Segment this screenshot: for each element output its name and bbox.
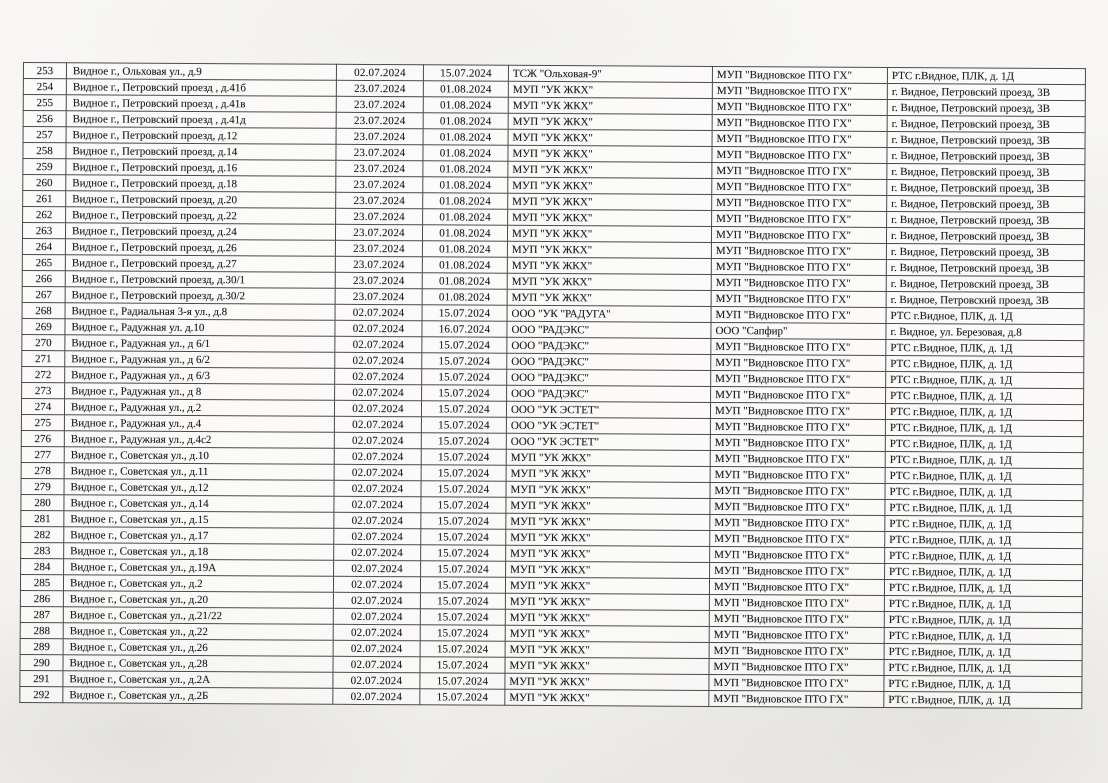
supplier-org-cell: МУП "Видновское ПТО ГХ"	[711, 258, 886, 275]
end-date-cell: 01.08.2024	[422, 289, 507, 305]
heat-source-cell: г. Видное, Петровский проезд, 3В	[887, 83, 1085, 100]
end-date-cell: 15.07.2024	[422, 385, 507, 401]
management-org-cell: МУП "УК ЖКХ"	[507, 257, 711, 274]
end-date-cell: 15.07.2024	[421, 481, 506, 497]
address-cell: Видное г., Петровский проезд , д.41д	[66, 111, 336, 129]
row-number-cell: 283	[21, 542, 64, 558]
supplier-org-cell: МУП "Видновское ПТО ГХ"	[710, 498, 885, 515]
management-org-cell: ТСЖ "Ольховая-9"	[508, 65, 712, 82]
row-number-cell: 272	[22, 366, 65, 382]
start-date-cell: 02.07.2024	[334, 400, 421, 417]
supplier-org-cell: МУП "Видновское ПТО ГХ"	[712, 194, 887, 211]
end-date-cell: 01.08.2024	[423, 193, 508, 209]
heat-source-cell: РТС г.Видное, ПЛК, д. 1Д	[884, 659, 1082, 676]
address-cell: Видное г., Радужная ул. д.10	[65, 319, 335, 337]
address-cell: Видное г., Петровский проезд, д.14	[66, 143, 336, 161]
start-date-cell: 02.07.2024	[333, 608, 420, 625]
row-number-cell: 286	[20, 590, 63, 606]
start-date-cell: 23.07.2024	[336, 112, 423, 129]
row-number-cell: 266	[22, 270, 65, 286]
start-date-cell: 02.07.2024	[334, 528, 421, 545]
row-number-cell: 269	[22, 318, 65, 334]
supplier-org-cell: МУП "Видновское ПТО ГХ"	[712, 98, 887, 115]
address-cell: Видное г., Петровский проезд, д.27	[65, 255, 335, 273]
address-cell: Видное г., Петровский проезд, д.30/2	[65, 287, 335, 305]
end-date-cell: 15.07.2024	[420, 625, 505, 641]
address-cell: Видное г., Радужная ул., д.2	[64, 399, 334, 417]
supplier-org-cell: МУП "Видновское ПТО ГХ"	[712, 114, 887, 131]
management-org-cell: ООО "РАДЭКС"	[507, 385, 711, 402]
heat-source-cell: РТС г.Видное, ПЛК, д. 1Д	[884, 611, 1082, 628]
end-date-cell: 15.07.2024	[420, 593, 505, 609]
management-org-cell: МУП "УК ЖКХ"	[506, 513, 710, 530]
management-org-cell: МУП "УК ЖКХ"	[506, 545, 710, 562]
management-org-cell: ООО "УК ЭСТЕТ"	[506, 401, 710, 418]
supplier-org-cell: МУП "Видновское ПТО ГХ"	[709, 626, 884, 643]
management-org-cell: МУП "УК ЖКХ"	[505, 609, 709, 626]
row-number-cell: 285	[20, 574, 63, 590]
table-body	[20, 63, 1086, 709]
supplier-org-cell: МУП "Видновское ПТО ГХ"	[712, 210, 887, 227]
start-date-cell: 23.07.2024	[335, 224, 422, 241]
management-org-cell: ООО "РАДЭКС"	[507, 321, 711, 338]
end-date-cell: 15.07.2024	[421, 545, 506, 561]
end-date-cell: 15.07.2024	[423, 65, 508, 81]
document-scan	[19, 62, 1086, 709]
end-date-cell: 15.07.2024	[422, 353, 507, 369]
supplier-org-cell: МУП "Видновское ПТО ГХ"	[711, 306, 886, 323]
address-cell: Видное г., Петровский проезд, д.30/1	[65, 271, 335, 289]
heat-source-cell: г. Видное, Петровский проезд, 3В	[887, 195, 1085, 212]
supplier-org-cell: МУП "Видновское ПТО ГХ"	[710, 466, 885, 483]
start-date-cell: 23.07.2024	[336, 80, 423, 97]
start-date-cell: 02.07.2024	[333, 672, 420, 689]
supplier-org-cell: МУП "Видновское ПТО ГХ"	[711, 290, 886, 307]
address-cell: Видное г., Советская ул., д.28	[63, 655, 333, 673]
management-org-cell: МУП "УК ЖКХ"	[506, 449, 710, 466]
heat-source-cell: РТС г.Видное, ПЛК, д. 1Д	[885, 419, 1083, 436]
row-number-cell: 262	[23, 207, 66, 223]
address-cell: Видное г., Советская ул., д.17	[64, 527, 334, 545]
row-number-cell: 280	[21, 494, 64, 510]
heat-source-cell: РТС г.Видное, ПЛК, д. 1Д	[885, 547, 1083, 564]
start-date-cell: 02.07.2024	[333, 688, 420, 705]
row-number-cell: 291	[20, 670, 63, 686]
heat-source-cell: РТС г.Видное, ПЛК, д. 1Д	[885, 483, 1083, 500]
row-number-cell: 282	[21, 526, 64, 542]
supplier-org-cell: МУП "Видновское ПТО ГХ"	[709, 610, 884, 627]
row-number-cell: 261	[23, 191, 66, 207]
management-org-cell: МУП "УК ЖКХ"	[508, 81, 712, 98]
management-org-cell: МУП "УК ЖКХ"	[505, 593, 709, 610]
management-org-cell: МУП "УК ЖКХ"	[508, 113, 712, 130]
supplier-org-cell: МУП "Видновское ПТО ГХ"	[710, 562, 885, 579]
row-number-cell: 277	[21, 446, 64, 462]
heat-source-cell: РТС г.Видное, ПЛК, д. 1Д	[884, 643, 1082, 660]
supplier-org-cell: МУП "Видновское ПТО ГХ"	[712, 130, 887, 147]
address-cell: Видное г., Радужная ул., д 8	[65, 383, 335, 401]
start-date-cell: 23.07.2024	[336, 176, 423, 193]
supplier-org-cell: МУП "Видновское ПТО ГХ"	[711, 226, 886, 243]
heat-source-cell: РТС г.Видное, ПЛК, д. 1Д	[885, 515, 1083, 532]
management-org-cell: МУП "УК ЖКХ"	[506, 481, 710, 498]
start-date-cell: 23.07.2024	[336, 144, 423, 161]
end-date-cell: 15.07.2024	[420, 673, 505, 689]
end-date-cell: 01.08.2024	[423, 113, 508, 129]
supplier-org-cell: МУП "Видновское ПТО ГХ"	[709, 690, 884, 707]
start-date-cell: 02.07.2024	[336, 64, 423, 81]
address-cell: Видное г., Советская ул., д.12	[64, 479, 334, 497]
end-date-cell: 15.07.2024	[421, 497, 506, 513]
heat-source-cell: г. Видное, Петровский проезд, 3В	[887, 131, 1085, 148]
end-date-cell: 15.07.2024	[421, 449, 506, 465]
start-date-cell: 02.07.2024	[335, 320, 422, 337]
end-date-cell: 15.07.2024	[422, 369, 507, 385]
start-date-cell: 02.07.2024	[334, 544, 421, 561]
address-cell: Видное г., Петровский проезд, д.16	[66, 159, 336, 177]
start-date-cell: 02.07.2024	[333, 656, 420, 673]
address-cell: Видное г., Радужная ул., д 6/1	[65, 335, 335, 353]
management-org-cell: МУП "УК ЖКХ"	[506, 561, 710, 578]
heat-source-cell: г. Видное, Петровский проезд, 3В	[886, 291, 1084, 308]
heat-source-cell: РТС г.Видное, ПЛК, д. 1Д	[886, 355, 1084, 372]
end-date-cell: 01.08.2024	[423, 97, 508, 113]
start-date-cell: 02.07.2024	[334, 560, 421, 577]
start-date-cell: 23.07.2024	[336, 208, 423, 225]
row-number-cell: 288	[20, 622, 63, 638]
end-date-cell: 15.07.2024	[420, 609, 505, 625]
start-date-cell: 02.07.2024	[333, 592, 420, 609]
end-date-cell: 01.08.2024	[423, 129, 508, 145]
address-cell: Видное г., Петровский проезд, д.26	[65, 239, 335, 257]
start-date-cell: 02.07.2024	[334, 432, 421, 449]
heat-source-cell: РТС г.Видное, ПЛК, д. 1Д	[884, 675, 1082, 692]
management-org-cell: МУП "УК ЖКХ"	[508, 193, 712, 210]
address-cell: Видное г., Советская ул., д.14	[64, 495, 334, 513]
supplier-org-cell: МУП "Видновское ПТО ГХ"	[712, 82, 887, 99]
start-date-cell: 02.07.2024	[334, 496, 421, 513]
heat-source-cell: г. Видное, Петровский проезд, 3В	[886, 275, 1084, 292]
address-cell: Видное г., Петровский проезд, д.24	[65, 223, 335, 241]
end-date-cell: 15.07.2024	[421, 561, 506, 577]
management-org-cell: МУП "УК ЖКХ"	[508, 97, 712, 114]
address-cell: Видное г., Советская ул., д.2А	[63, 671, 333, 689]
end-date-cell: 01.08.2024	[423, 161, 508, 177]
management-org-cell: МУП "УК ЖКХ"	[505, 689, 709, 706]
supplier-org-cell: МУП "Видновское ПТО ГХ"	[711, 386, 886, 403]
heat-source-cell: РТС г.Видное, ПЛК, д. 1Д	[886, 339, 1084, 356]
address-cell: Видное г., Радужная ул., д.4	[64, 415, 334, 433]
supplier-org-cell: МУП "Видновское ПТО ГХ"	[712, 178, 887, 195]
row-number-cell: 279	[21, 478, 64, 494]
address-cell: Видное г., Советская ул., д.2Б	[63, 687, 333, 705]
supplier-org-cell: МУП "Видновское ПТО ГХ"	[710, 482, 885, 499]
row-number-cell: 258	[23, 143, 66, 159]
management-org-cell: ООО "РАДЭКС"	[507, 353, 711, 370]
row-number-cell: 253	[23, 63, 66, 79]
address-cell: Видное г., Петровский проезд, д.12	[66, 127, 336, 145]
schedule-table	[19, 62, 1086, 709]
start-date-cell: 23.07.2024	[336, 192, 423, 209]
end-date-cell: 15.07.2024	[421, 401, 506, 417]
heat-source-cell: РТС г.Видное, ПЛК, д. 1Д	[886, 307, 1084, 324]
supplier-org-cell: МУП "Видновское ПТО ГХ"	[712, 66, 887, 83]
address-cell: Видное г., Советская ул., д.20	[63, 591, 333, 609]
heat-source-cell: РТС г.Видное, ПЛК, д. 1Д	[885, 499, 1083, 516]
address-cell: Видное г., Петровский проезд , д.41в	[66, 95, 336, 113]
start-date-cell: 23.07.2024	[336, 96, 423, 113]
supplier-org-cell: МУП "Видновское ПТО ГХ"	[711, 242, 886, 259]
end-date-cell: 15.07.2024	[421, 433, 506, 449]
start-date-cell: 23.07.2024	[336, 128, 423, 145]
row-number-cell: 267	[22, 286, 65, 302]
address-cell: Видное г., Советская ул., д.19А	[64, 559, 334, 577]
heat-source-cell: г. Видное, Петровский проезд, 3В	[887, 147, 1085, 164]
heat-source-cell: РТС г.Видное, ПЛК, д. 1Д	[885, 563, 1083, 580]
row-number-cell: 256	[23, 111, 66, 127]
management-org-cell: МУП "УК ЖКХ"	[508, 209, 712, 226]
management-org-cell: МУП "УК ЖКХ"	[506, 497, 710, 514]
end-date-cell: 15.07.2024	[421, 465, 506, 481]
management-org-cell: МУП "УК ЖКХ"	[505, 625, 709, 642]
row-number-cell: 284	[21, 558, 64, 574]
end-date-cell: 15.07.2024	[420, 689, 505, 705]
row-number-cell: 263	[22, 223, 65, 239]
heat-source-cell: г. Видное, Петровский проезд, 3В	[887, 179, 1085, 196]
management-org-cell: МУП "УК ЖКХ"	[508, 161, 712, 178]
address-cell: Видное г., Советская ул., д.26	[63, 639, 333, 657]
end-date-cell: 15.07.2024	[421, 513, 506, 529]
supplier-org-cell: МУП "Видновское ПТО ГХ"	[711, 354, 886, 371]
supplier-org-cell: МУП "Видновское ПТО ГХ"	[712, 146, 887, 163]
heat-source-cell: РТС г.Видное, ПЛК, д. 1Д	[887, 67, 1085, 84]
start-date-cell: 02.07.2024	[335, 384, 422, 401]
end-date-cell: 15.07.2024	[421, 529, 506, 545]
management-org-cell: ООО "РАДЭКС"	[507, 369, 711, 386]
address-cell: Видное г., Советская ул., д.18	[64, 543, 334, 561]
heat-source-cell: г. Видное, Петровский проезд, 3В	[886, 259, 1084, 276]
row-number-cell: 268	[22, 302, 65, 318]
end-date-cell: 15.07.2024	[420, 577, 505, 593]
end-date-cell: 01.08.2024	[423, 145, 508, 161]
supplier-org-cell: МУП "Видновское ПТО ГХ"	[710, 514, 885, 531]
start-date-cell: 23.07.2024	[335, 288, 422, 305]
management-org-cell: МУП "УК ЖКХ"	[508, 145, 712, 162]
row-number-cell: 287	[20, 606, 63, 622]
address-cell: Видное г., Петровский проезд, д.18	[66, 175, 336, 193]
row-number-cell: 271	[22, 350, 65, 366]
heat-source-cell: г. Видное, Петровский проезд, 3В	[887, 99, 1085, 116]
end-date-cell: 15.07.2024	[420, 657, 505, 673]
start-date-cell: 23.07.2024	[335, 256, 422, 273]
row-number-cell: 259	[23, 159, 66, 175]
address-cell: Видное г., Советская ул., д.21/22	[63, 607, 333, 625]
address-cell: Видное г., Радужная ул., д 6/2	[65, 351, 335, 369]
end-date-cell: 01.08.2024	[422, 257, 507, 273]
heat-source-cell: г. Видное, Петровский проезд, 3В	[886, 227, 1084, 244]
address-cell: Видное г., Петровский проезд, д.20	[66, 191, 336, 209]
start-date-cell: 02.07.2024	[335, 304, 422, 321]
start-date-cell: 02.07.2024	[334, 512, 421, 529]
heat-source-cell: г. Видное, Петровский проезд, 3В	[887, 115, 1085, 132]
heat-source-cell: РТС г.Видное, ПЛК, д. 1Д	[885, 531, 1083, 548]
row-number-cell: 254	[23, 79, 66, 95]
end-date-cell: 15.07.2024	[422, 337, 507, 353]
supplier-org-cell: МУП "Видновское ПТО ГХ"	[709, 578, 884, 595]
supplier-org-cell: МУП "Видновское ПТО ГХ"	[710, 450, 885, 467]
heat-source-cell: РТС г.Видное, ПЛК, д. 1Д	[884, 579, 1082, 596]
start-date-cell: 02.07.2024	[334, 464, 421, 481]
management-org-cell: МУП "УК ЖКХ"	[507, 241, 711, 258]
row-number-cell: 289	[20, 638, 63, 654]
supplier-org-cell: ООО "Сапфир"	[711, 322, 886, 339]
row-number-cell: 276	[21, 430, 64, 446]
row-number-cell: 264	[22, 238, 65, 254]
end-date-cell: 01.08.2024	[422, 241, 507, 257]
heat-source-cell: г. Видное, Петровский проезд, 3В	[886, 243, 1084, 260]
heat-source-cell: г. Видное, Петровский проезд, 3В	[887, 163, 1085, 180]
supplier-org-cell: МУП "Видновское ПТО ГХ"	[710, 402, 885, 419]
heat-source-cell: РТС г.Видное, ПЛК, д. 1Д	[886, 387, 1084, 404]
supplier-org-cell: МУП "Видновское ПТО ГХ"	[710, 530, 885, 547]
end-date-cell: 01.08.2024	[423, 177, 508, 193]
heat-source-cell: г. Видное, Петровский проезд, 3В	[887, 211, 1085, 228]
address-cell: Видное г., Советская ул., д.10	[64, 447, 334, 465]
heat-source-cell: РТС г.Видное, ПЛК, д. 1Д	[884, 691, 1082, 708]
row-number-cell: 265	[22, 254, 65, 270]
row-number-cell: 274	[21, 398, 64, 414]
address-cell: Видное г., Советская ул., д.15	[64, 511, 334, 529]
management-org-cell: МУП "УК ЖКХ"	[507, 289, 711, 306]
address-cell: Видное г., Радужная ул., д 6/3	[65, 367, 335, 385]
row-number-cell: 292	[20, 686, 63, 702]
heat-source-cell: РТС г.Видное, ПЛК, д. 1Д	[884, 595, 1082, 612]
end-date-cell: 15.07.2024	[421, 417, 506, 433]
management-org-cell: МУП "УК ЖКХ"	[505, 577, 709, 594]
end-date-cell: 15.07.2024	[420, 641, 505, 657]
supplier-org-cell: МУП "Видновское ПТО ГХ"	[711, 370, 886, 387]
row-number-cell: 290	[20, 654, 63, 670]
start-date-cell: 02.07.2024	[334, 416, 421, 433]
start-date-cell: 23.07.2024	[336, 160, 423, 177]
row-number-cell: 255	[23, 95, 66, 111]
address-cell: Видное г., Петровский проезд, д.22	[66, 207, 336, 225]
end-date-cell: 01.08.2024	[422, 273, 507, 289]
start-date-cell: 02.07.2024	[333, 624, 420, 641]
supplier-org-cell: МУП "Видновское ПТО ГХ"	[709, 674, 884, 691]
management-org-cell: МУП "УК ЖКХ"	[508, 177, 712, 194]
supplier-org-cell: МУП "Видновское ПТО ГХ"	[710, 546, 885, 563]
row-number-cell: 260	[23, 175, 66, 191]
end-date-cell: 01.08.2024	[423, 209, 508, 225]
management-org-cell: МУП "УК ЖКХ"	[506, 529, 710, 546]
start-date-cell: 23.07.2024	[335, 272, 422, 289]
supplier-org-cell: МУП "Видновское ПТО ГХ"	[712, 162, 887, 179]
management-org-cell: МУП "УК ЖКХ"	[508, 129, 712, 146]
end-date-cell: 01.08.2024	[422, 225, 507, 241]
management-org-cell: ООО "УК ЭСТЕТ"	[506, 433, 710, 450]
supplier-org-cell: МУП "Видновское ПТО ГХ"	[709, 642, 884, 659]
management-org-cell: МУП "УК ЖКХ"	[506, 465, 710, 482]
end-date-cell: 01.08.2024	[423, 81, 508, 97]
row-number-cell: 273	[22, 382, 65, 398]
start-date-cell: 02.07.2024	[333, 640, 420, 657]
heat-source-cell: РТС г.Видное, ПЛК, д. 1Д	[884, 627, 1082, 644]
start-date-cell: 02.07.2024	[335, 336, 422, 353]
address-cell: Видное г., Петровский проезд , д.41б	[66, 79, 336, 97]
row-number-cell: 270	[22, 334, 65, 350]
row-number-cell: 281	[21, 510, 64, 526]
management-org-cell: ООО "РАДЭКС"	[507, 337, 711, 354]
heat-source-cell: РТС г.Видное, ПЛК, д. 1Д	[886, 371, 1084, 388]
row-number-cell: 278	[21, 462, 64, 478]
start-date-cell: 02.07.2024	[333, 576, 420, 593]
management-org-cell: ООО "УК "РАДУГА"	[507, 305, 711, 322]
start-date-cell: 02.07.2024	[334, 448, 421, 465]
address-cell: Видное г., Радужная ул., д.4с2	[64, 431, 334, 449]
management-org-cell: МУП "УК ЖКХ"	[507, 225, 711, 242]
heat-source-cell: РТС г.Видное, ПЛК, д. 1Д	[885, 451, 1083, 468]
heat-source-cell: г. Видное, ул. Березовая, д.8	[886, 323, 1084, 340]
start-date-cell: 02.07.2024	[334, 480, 421, 497]
supplier-org-cell: МУП "Видновское ПТО ГХ"	[711, 274, 886, 291]
end-date-cell: 16.07.2024	[422, 321, 507, 337]
address-cell: Видное г., Советская ул., д.11	[64, 463, 334, 481]
supplier-org-cell: МУП "Видновское ПТО ГХ"	[709, 594, 884, 611]
start-date-cell: 23.07.2024	[335, 240, 422, 257]
row-number-cell: 257	[23, 127, 66, 143]
management-org-cell: ООО "УК ЭСТЕТ"	[506, 417, 710, 434]
address-cell: Видное г., Ольховая ул., д.9	[66, 63, 336, 81]
heat-source-cell: РТС г.Видное, ПЛК, д. 1Д	[885, 403, 1083, 420]
address-cell: Видное г., Советская ул., д.2	[63, 575, 333, 593]
heat-source-cell: РТС г.Видное, ПЛК, д. 1Д	[885, 435, 1083, 452]
supplier-org-cell: МУП "Видновское ПТО ГХ"	[710, 418, 885, 435]
start-date-cell: 02.07.2024	[335, 368, 422, 385]
management-org-cell: МУП "УК ЖКХ"	[505, 657, 709, 674]
address-cell: Видное г., Советская ул., д.22	[63, 623, 333, 641]
start-date-cell: 02.07.2024	[335, 352, 422, 369]
supplier-org-cell: МУП "Видновское ПТО ГХ"	[709, 658, 884, 675]
address-cell: Видное г., Радиальная 3-я ул., д.8	[65, 303, 335, 321]
row-number-cell: 275	[21, 414, 64, 430]
heat-source-cell: РТС г.Видное, ПЛК, д. 1Д	[885, 467, 1083, 484]
management-org-cell: МУП "УК ЖКХ"	[507, 273, 711, 290]
supplier-org-cell: МУП "Видновское ПТО ГХ"	[711, 338, 886, 355]
management-org-cell: МУП "УК ЖКХ"	[505, 673, 709, 690]
management-org-cell: МУП "УК ЖКХ"	[505, 641, 709, 658]
supplier-org-cell: МУП "Видновское ПТО ГХ"	[710, 434, 885, 451]
end-date-cell: 15.07.2024	[422, 305, 507, 321]
